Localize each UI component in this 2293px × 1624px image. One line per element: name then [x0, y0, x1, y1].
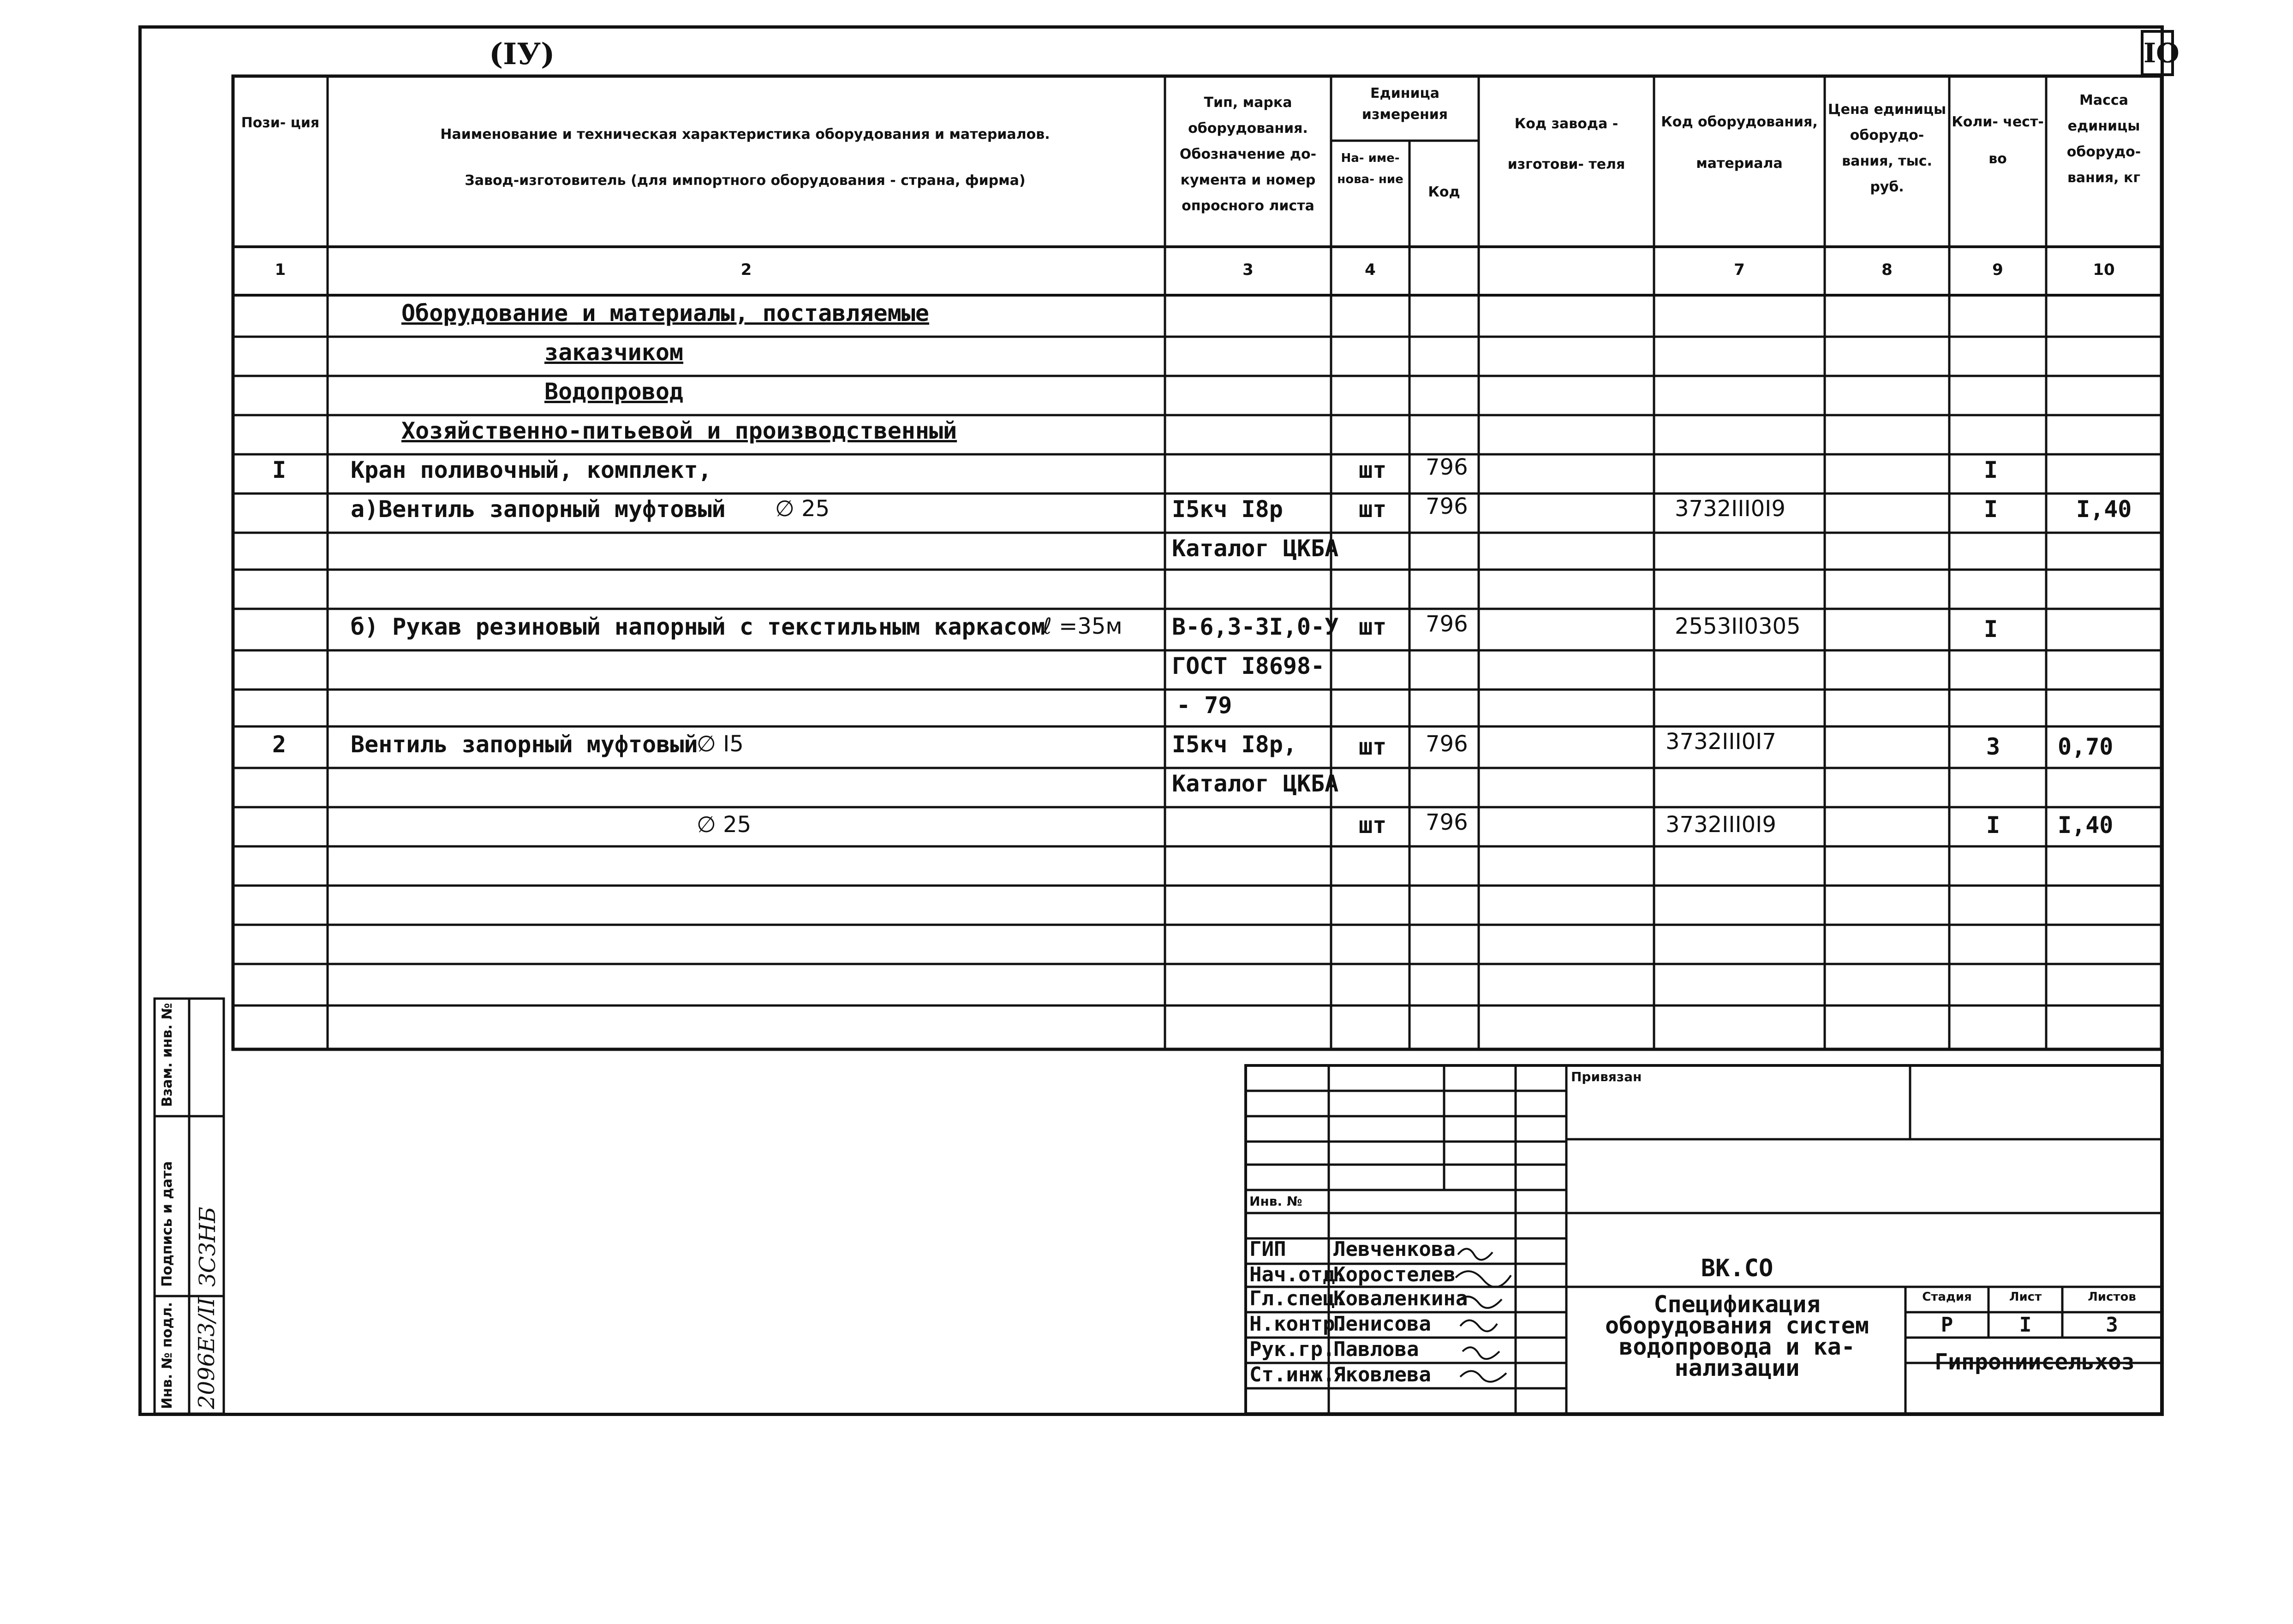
row-unit-code: 796 — [1426, 494, 1468, 519]
row-name: а)Вентиль запорный муфтовый — [351, 496, 726, 523]
document-code: ВК.СО — [1701, 1255, 1773, 1282]
sheets-value: 3 — [2106, 1313, 2118, 1337]
document-title: Спецификация оборудования систем водопровода и ка- нализации — [1605, 1291, 1869, 1381]
header-mass: Масса единицы оборудо- вания, кг — [2066, 92, 2141, 186]
staff-role: Гл.спец. — [1249, 1287, 1347, 1310]
length-label: ℓ =35м — [1043, 613, 1123, 639]
row-equipment-code: 3732III0I9 — [1675, 496, 1785, 522]
row-type: I5кч I8р, — [1172, 731, 1297, 758]
row-equipment-code: 2553II0305 — [1675, 613, 1801, 639]
row-equipment-code: 3732III0I9 — [1666, 812, 1776, 838]
stage-value: Р — [1941, 1313, 1953, 1337]
diameter-label: ∅ 25 — [697, 812, 752, 838]
row-quantity: I — [1984, 496, 1998, 523]
row-name: Кран поливочный, комплект, — [351, 457, 712, 483]
row-unit: шт — [1359, 457, 1387, 483]
staff-name: Яковлева — [1333, 1363, 1431, 1386]
column-number: 2 — [740, 261, 752, 279]
sidebar-inv-no: Инв. № подл. — [159, 1302, 175, 1409]
row-unit-code: 796 — [1426, 454, 1468, 480]
row-quantity: I — [1984, 616, 1998, 642]
stage-label: Стадия — [1922, 1290, 1972, 1304]
staff-name: Левченкова — [1333, 1237, 1456, 1261]
header-name-line2: Завод-изготовитель (для импортного оборудования - страна, фирма) — [465, 173, 1026, 189]
row-type: Каталог ЦКБА — [1172, 770, 1339, 797]
sidebar-signature-date: Подпись и дата — [159, 1161, 175, 1287]
staff-role: Н.контр. — [1249, 1312, 1347, 1336]
column-number: 10 — [2093, 261, 2115, 279]
section-heading: заказчиком — [544, 339, 684, 366]
header-unit: Единица измерения — [1361, 85, 1448, 123]
section-heading: Хозяйственно-питьевой и производственный — [401, 417, 957, 444]
staff-role: Рук.гр. — [1249, 1338, 1335, 1361]
header-position: Пози- ция — [241, 115, 320, 131]
staff-role: Нач.отд. — [1249, 1263, 1347, 1286]
section-heading: Оборудование и материалы, поставляемые — [401, 300, 929, 327]
row-name: Вентиль запорный муфтовый — [351, 731, 698, 758]
diameter-label: ∅ 25 — [775, 496, 830, 522]
section-heading: Водопровод — [544, 378, 684, 405]
row-quantity: 3 — [1986, 733, 2000, 760]
row-unit: шт — [1359, 733, 1387, 760]
row-unit-code: 796 — [1426, 809, 1468, 835]
row-quantity: I — [1984, 457, 1998, 483]
staff-name: Коваленкина — [1333, 1287, 1468, 1310]
staff-role: ГИП — [1249, 1237, 1286, 1261]
row-position: I — [272, 457, 287, 483]
row-mass: I,40 — [2076, 496, 2132, 523]
sheet-number: IО — [2141, 30, 2174, 76]
row-type: Каталог ЦКБА — [1172, 535, 1339, 562]
sheets-label: Листов — [2088, 1290, 2136, 1304]
header-price: Цена единицы оборудо- вания, тыс. руб. — [1827, 101, 1947, 195]
row-type: I5кч I8р — [1172, 496, 1283, 523]
column-number: 9 — [1992, 261, 2003, 279]
staff-name: Пенисова — [1333, 1312, 1431, 1336]
column-number: 1 — [275, 261, 286, 279]
sheet-value: I — [2019, 1313, 2032, 1337]
header-maker-code: Код завода - изготови- теля — [1507, 116, 1625, 173]
column-number: 3 — [1242, 261, 1254, 279]
sidebar-inv-value: 2096Е3/II — [194, 1297, 220, 1409]
row-mass: 0,70 — [2058, 733, 2114, 760]
header-type: Тип, марка оборудования. Обозначение до- кумента и номер опросного листа — [1179, 95, 1317, 214]
staff-role: Ст.инж. — [1249, 1363, 1335, 1386]
row-type: В-6,3-3I,0-У — [1172, 613, 1339, 640]
stamp-bound: Привязан — [1571, 1069, 1642, 1084]
row-unit: шт — [1359, 613, 1387, 640]
organization-name: Гипрониисельхоз — [1935, 1349, 2135, 1375]
header-equipment-code: Код оборудования, материала — [1661, 114, 1818, 172]
row-unit: шт — [1359, 812, 1387, 839]
row-unit-code: 796 — [1426, 611, 1468, 637]
header-unit-code: Код — [1428, 184, 1460, 200]
stamp-inv-label: Инв. № — [1249, 1194, 1302, 1209]
row-name: б) Рукав резиновый напорный с текстильным каркасом — [351, 613, 1045, 640]
diameter-label: ∅ I5 — [697, 731, 744, 757]
column-number: 7 — [1734, 261, 1745, 279]
row-type: - 79 — [1176, 692, 1232, 719]
column-number: 8 — [1881, 261, 1893, 279]
header-unit-name: На- име- нова- ние — [1337, 151, 1403, 186]
sheet-label: Лист — [2009, 1290, 2042, 1304]
header-name-line1: Наименование и техническая характеристика оборудования и материалов. — [440, 126, 1050, 143]
staff-name: Павлова — [1333, 1338, 1419, 1361]
row-position: 2 — [272, 731, 287, 758]
row-equipment-code: 3732III0I7 — [1666, 729, 1776, 755]
row-unit: шт — [1359, 496, 1387, 523]
signature-marks — [1453, 1241, 1518, 1388]
row-quantity: I — [1986, 812, 2000, 839]
row-type: ГОСТ I8698- — [1172, 653, 1325, 679]
section-marker: (IУ) — [489, 37, 555, 71]
row-mass: I,40 — [2058, 812, 2114, 839]
sidebar-replaced-inv: Взам. инв. № — [159, 1003, 175, 1107]
sidebar-signature-value: ЗСЗНБ — [195, 1207, 221, 1287]
column-number: 4 — [1365, 261, 1376, 279]
staff-name: Коростелев — [1333, 1263, 1456, 1286]
row-unit-code: 796 — [1426, 731, 1468, 757]
header-quantity: Коли- чест- во — [1952, 114, 2044, 167]
